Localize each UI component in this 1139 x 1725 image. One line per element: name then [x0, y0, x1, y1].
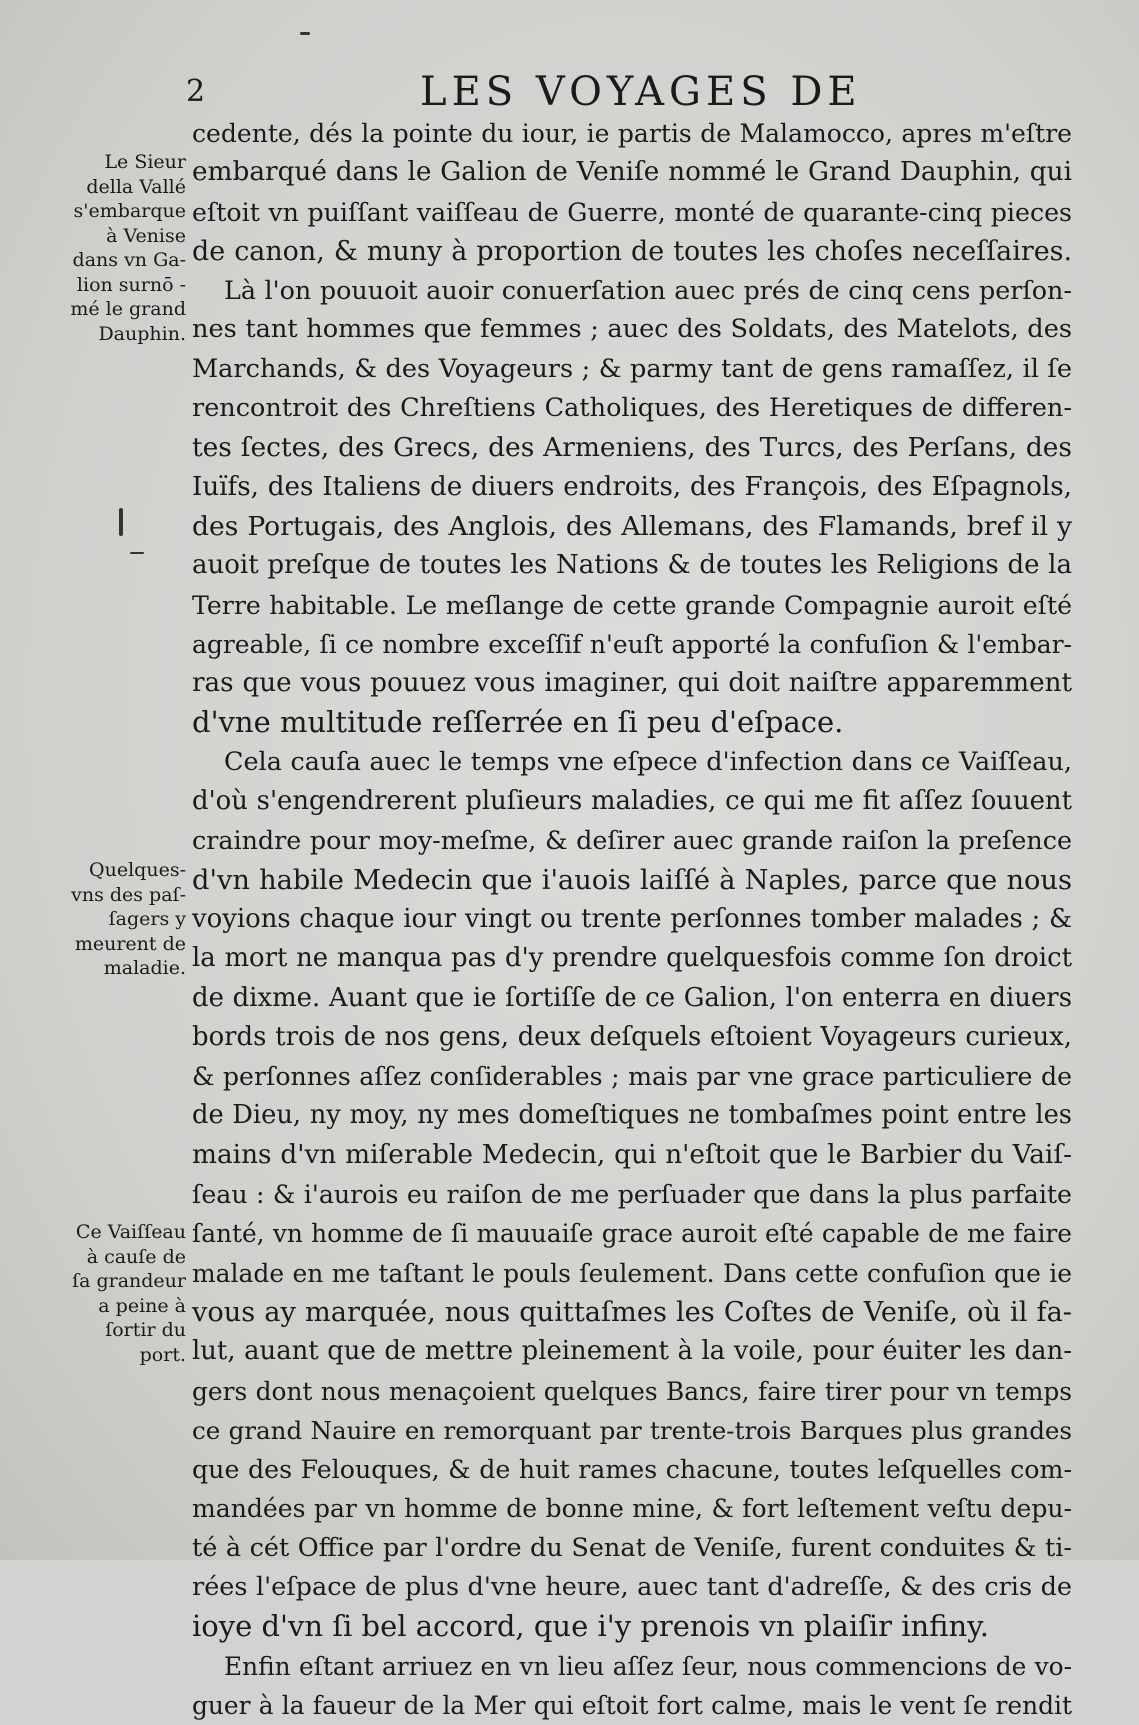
text-line: bords trois de nos gens, deux deſquels eſtoient Voyageurs curieux, — [192, 1021, 1072, 1052]
text-line: vous ay marquée, nous quittaſmes les Coſtes de Veniſe, où il fa- — [192, 1296, 1072, 1328]
text-line: mains d'vn miſerable Medecin, qui n'eſtoit que le Barbier du Vaiſ- — [192, 1139, 1072, 1170]
text-line: agreable, ſi ce nombre exceſſif n'euſt apporté la confuſion & l'embar- — [192, 629, 1072, 659]
marginal-note-line: lion surnō - — [76, 273, 186, 296]
marginal-note-line: Dauphin. — [98, 322, 186, 345]
marginal-note-line: dans vn Ga- — [72, 249, 186, 271]
marginal-note — [68, 858, 186, 981]
text-line: de Dieu, ny moy, ny mes domeſtiques ne tombaſmes point entre les — [192, 1100, 1072, 1131]
text-line: de dixme. Auant que ie ſortiſſe de ce Galion, l'on enterra en diuers — [192, 982, 1072, 1013]
text-line: embarqué dans le Galion de Veniſe nommé le Grand Dauphin, qui — [192, 157, 1072, 188]
ink-speck — [130, 552, 144, 554]
text-line: Marchands, & des Voyageurs ; & parmy tant de gens ramaſſez, il ſe — [192, 353, 1072, 384]
text-line: eſtoit vn puiſſant vaiſſeau de Guerre, monté de quarante-cinq pieces — [192, 197, 1072, 227]
marginal-note-line: meurent de — [74, 932, 186, 955]
text-line: Terre habitable. Le meſlange de cette grande Compagnie auroit eſté — [192, 590, 1072, 620]
marginal-note-line: s'embarque — [73, 200, 186, 222]
marginal-note-line: Ce Vaiſſeau — [75, 1221, 186, 1243]
text-line: lut, auant que de mettre pleinement à la voile, pour éuiter les dan- — [192, 1336, 1072, 1367]
text-line: ras que vous pouuez vous imaginer, qui doit naiſtre apparemment — [192, 668, 1072, 699]
marginal-note-line: mé le grand — [70, 298, 186, 320]
marginal-note-line: a peine à — [98, 1294, 186, 1317]
text-line: Enfin eſtant arriuez en vn lieu aſſez ſeur, nous commencions de vo- — [224, 1651, 1072, 1681]
text-line: d'vne multitude reſſerrée en ſi peu d'eſpace. — [192, 705, 844, 740]
marginal-note-line: Quelques- — [89, 859, 186, 881]
text-line: la mort ne manqua pas d'y prendre quelquesfois comme ſon droict — [192, 943, 1072, 974]
marginal-note — [68, 150, 186, 346]
running-head: LES VOYAGES DE — [420, 69, 862, 115]
marginal-note-line: Le Sieur — [104, 151, 186, 173]
ink-speck — [119, 508, 123, 536]
text-line: ioye d'vn ſi bel accord, que i'y prenois vn plaiſir infiny. — [192, 1609, 989, 1644]
text-line: d'où s'engendrerent pluſieurs maladies, ce qui me fit aſſez ſouuent — [192, 786, 1072, 817]
text-line: voyions chaque iour vingt ou trente perſonnes tomber malades ; & — [192, 903, 1072, 934]
text-line: cedente, dés la pointe du iour, ie partis de Malamocco, apres m'eſtre — [192, 119, 1072, 148]
marginal-note-line: à cauſe de — [86, 1245, 186, 1268]
text-line: Là l'on pouuoit auoir conuerſation auec prés de cinq cens perſon- — [224, 275, 1072, 306]
marginal-note-line: port. — [139, 1343, 186, 1366]
marginal-note-line: à Venise — [106, 224, 186, 247]
marginal-note-line: della Vallé — [86, 175, 186, 198]
page-number: 2 — [186, 74, 206, 109]
marginal-note-line: ſortir du — [105, 1319, 186, 1341]
marginal-note — [68, 1220, 186, 1367]
text-line: rencontroit des Chreſtiens Catholiques, des Heretiques de differen- — [192, 393, 1072, 424]
marginal-note-line: maladie. — [103, 957, 186, 979]
marginal-note-line: vns des paſ- — [71, 883, 186, 906]
text-line: d'vn habile Medecin que i'auois laiſſé à Naples, parce que nous — [192, 864, 1072, 896]
marginal-note-line: ſagers y — [108, 908, 186, 930]
marginal-note-line: ſa grandeur — [72, 1270, 186, 1292]
text-line: ſeau : & i'aurois eu raiſon de me perſuader que dans la plus parfaite — [192, 1180, 1072, 1210]
text-line: tes ſectes, des Grecs, des Armeniens, des Turcs, des Perſans, des — [192, 432, 1072, 464]
text-line: craindre pour moy-meſme, & deſirer auec grande raiſon la preſence — [192, 825, 1072, 856]
text-line: malade en me taſtant le pouls ſeulement. Dans cette confuſion que ie — [192, 1258, 1072, 1288]
text-line: que des Felouques, & de huit rames chacune, toutes leſquelles com- — [192, 1455, 1072, 1485]
text-line: guer à la faueur de la Mer qui eſtoit fort calme, mais le vent ſe rendit — [192, 1690, 1072, 1720]
text-line: ce grand Nauire en remorquant par trente-trois Barques plus grandes — [192, 1415, 1072, 1445]
text-line: Iuïfs, des Italiens de diuers endroits, des François, des Eſpagnols, — [192, 471, 1072, 502]
text-line: auoit preſque de toutes les Nations & de toutes les Religions de la — [192, 550, 1072, 581]
body-text — [192, 114, 1072, 1725]
text-line: rées l'eſpace de plus d'vne heure, auec tant d'adreſſe, & des cris de — [192, 1571, 1072, 1602]
text-line: de canon, & muny à proportion de toutes les choſes neceſſaires. — [192, 235, 1072, 267]
text-line: mandées par vn homme de bonne mine, & fort leſtement veſtu depu- — [192, 1494, 1072, 1524]
ink-speck — [300, 32, 310, 35]
text-line: gers dont nous menaçoient quelques Bancs, faire tirer pour vn temps — [192, 1376, 1072, 1406]
text-line: nes tant hommes que femmes ; auec des Soldats, des Matelots, des — [192, 314, 1072, 345]
text-line: té à cét Office par l'ordre du Senat de Veniſe, furent conduites & ti- — [192, 1532, 1072, 1563]
text-line: ſanté, vn homme de ſi mauuaiſe grace auroit eſté capable de me faire — [192, 1219, 1072, 1249]
text-line: Cela cauſa auec le temps vne eſpece d'infection dans ce Vaiſſeau, — [224, 746, 1072, 777]
text-line: & perſonnes aſſez conſiderables ; mais par vne grace particuliere de — [192, 1062, 1072, 1092]
text-line: des Portugais, des Anglois, des Allemans, des Flamands, bref il y — [192, 510, 1072, 542]
